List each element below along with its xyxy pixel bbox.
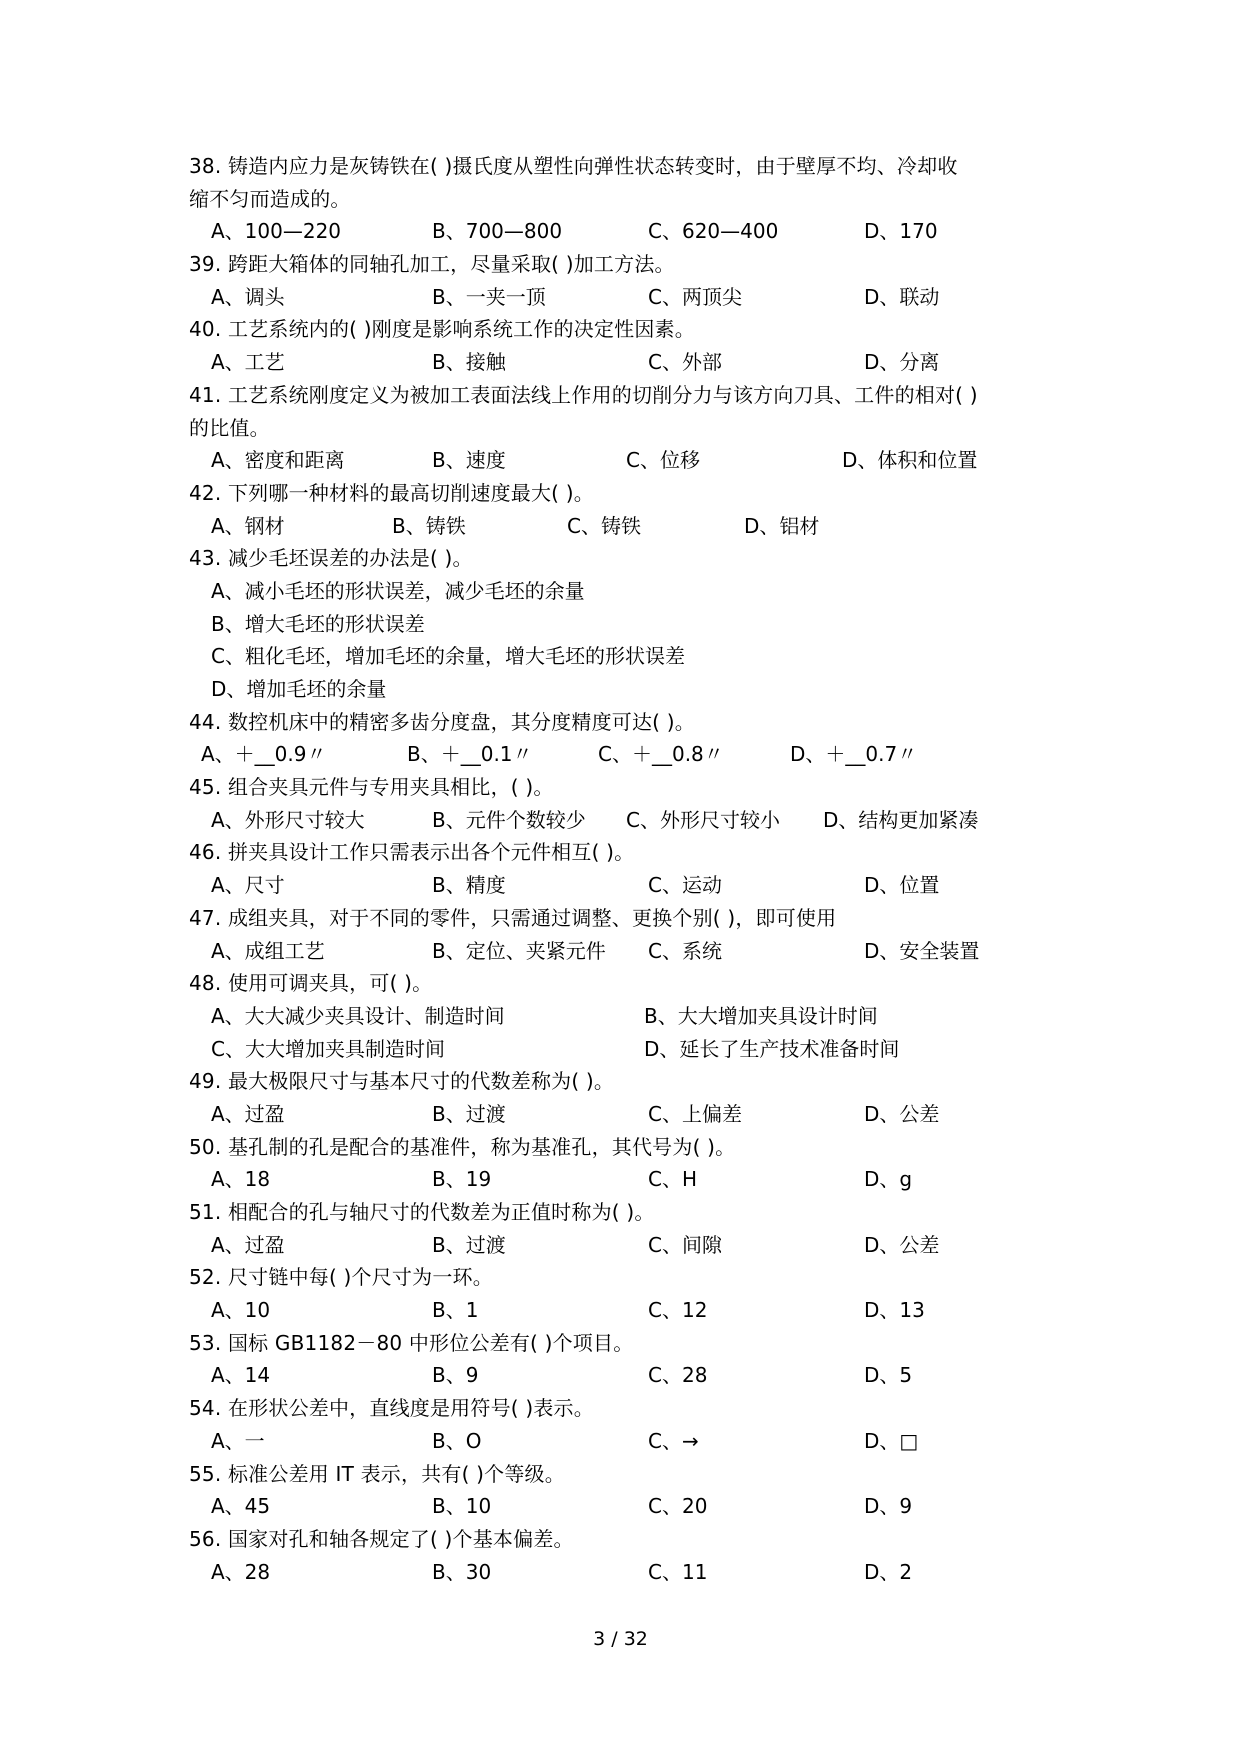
answer-option: A、过盈 [211,1232,285,1257]
page-number: 3 / 32 [593,1628,648,1650]
question-stem: 的比值。 [189,415,270,440]
question-item [189,1523,1089,1588]
question-stem: 41. 工艺系统刚度定义为被加工表面法线上作用的切削分力与该方向刀具、工件的相对( ) [189,382,978,407]
answer-option: B、＋__0.1〃 [407,742,533,767]
question-item [189,1131,1089,1196]
question-item [189,477,1089,542]
question-item [189,967,1089,1065]
answer-option: D、g [864,1167,913,1192]
question-stem: 45. 组合夹具元件与专用夹具相比，( )。 [189,775,554,800]
question-item [189,1065,1089,1130]
answer-option: D、公差 [864,1101,940,1126]
answer-option: C、间隙 [648,1232,722,1257]
answer-option: A、45 [211,1494,271,1519]
answer-option: B、增大毛坯的形状误差 [211,611,425,636]
answer-option: D、安全装置 [864,938,980,963]
answer-option: D、□ [864,1428,919,1453]
answer-option: A、密度和距离 [211,448,345,473]
question-stem: 43. 减少毛坯误差的办法是( )。 [189,546,473,571]
answer-option: A、一 [211,1428,265,1453]
answer-option: B、定位、夹紧元件 [432,938,606,963]
answer-option: C、620—400 [648,219,779,244]
answer-option: D、延长了生产技术准备时间 [644,1036,900,1061]
question-item [189,1261,1089,1326]
question-stem: 48. 使用可调夹具，可( )。 [189,971,433,996]
answer-option: C、11 [648,1559,708,1584]
answer-option: D、5 [864,1363,913,1388]
answer-option: C、H [648,1167,698,1192]
answer-option: A、10 [211,1298,271,1323]
answer-option: B、10 [432,1494,492,1519]
question-item [189,1392,1089,1457]
answer-option: B、大大增加夹具设计时间 [644,1003,878,1028]
answer-option: D、增加毛坯的余量 [211,677,387,701]
answer-option: C、外部 [648,350,722,375]
question-stem: 53. 国标 GB1182－80 中形位公差有( )个项目。 [189,1330,634,1355]
answer-option: D、＋__0.7〃 [790,742,918,767]
answer-option: C、12 [648,1298,708,1323]
answer-option: D、联动 [864,284,940,309]
answer-option: D、170 [864,219,938,244]
answer-option: D、2 [864,1559,913,1584]
answer-option: B、过渡 [432,1232,506,1257]
answer-option: C、粗化毛坯，增加毛坯的余量，增大毛坯的形状误差 [211,644,685,669]
answer-option: A、28 [211,1559,271,1584]
answer-option: B、一夹一顶 [432,284,546,309]
answer-option: C、20 [648,1494,708,1519]
question-item [189,379,1089,477]
question-stem: 49. 最大极限尺寸与基本尺寸的代数差称为( )。 [189,1069,615,1094]
question-item [189,248,1089,313]
question-item [189,836,1089,901]
answer-option: C、位移 [626,448,700,473]
answer-option: D、9 [864,1494,913,1519]
question-item [189,1327,1089,1392]
question-stem: 50. 基孔制的孔是配合的基准件，称为基准孔，其代号为( )。 [189,1134,736,1159]
question-item [189,150,1089,248]
question-item [189,706,1089,771]
answer-option: B、30 [432,1559,492,1584]
answer-option: D、位置 [864,873,940,898]
answer-option: A、大大减少夹具设计、制造时间 [211,1003,505,1028]
question-stem: 51. 相配合的孔与轴尺寸的代数差为正值时称为( )。 [189,1200,655,1224]
answer-option: B、1 [432,1298,479,1323]
answer-option: A、18 [211,1167,271,1192]
question-stem: 54. 在形状公差中，直线度是用符号( )表示。 [189,1396,594,1421]
question-stem: 38. 铸造内应力是灰铸铁在( )摄氏度从塑性向弹性状态转变时，由于壁厚不均、冷却收 [189,154,958,178]
answer-option: D、13 [864,1298,925,1323]
question-stem: 缩不匀而造成的。 [189,186,351,211]
question-stem: 46. 拼夹具设计工作只需表示出各个元件相互( )。 [189,840,635,865]
answer-option: C、运动 [648,873,722,898]
answer-option: A、过盈 [211,1101,285,1126]
answer-option: A、工艺 [211,350,285,375]
answer-option: A、外形尺寸较大 [211,807,365,832]
answer-option: B、19 [432,1167,492,1192]
answer-option: D、铝材 [744,513,820,538]
question-item [189,902,1089,967]
answer-option: B、9 [432,1363,479,1388]
answer-option: A、钢材 [211,513,285,538]
answer-option: D、公差 [864,1232,940,1257]
answer-option: A、调头 [211,284,285,309]
answer-option: B、过渡 [432,1101,506,1126]
question-stem: 52. 尺寸链中每( )个尺寸为一环。 [189,1265,493,1290]
answer-option: B、接触 [432,350,506,375]
answer-option: A、100—220 [211,219,342,244]
answer-option: C、两顶尖 [648,284,742,309]
answer-option: C、→ [648,1428,699,1453]
answer-option: C、＋__0.8〃 [598,742,724,767]
question-item [189,1196,1089,1261]
answer-option: C、大大增加夹具制造时间 [211,1036,445,1061]
question-stem: 40. 工艺系统内的( )刚度是影响系统工作的决定性因素。 [189,317,695,342]
question-item [189,771,1089,836]
question-item [189,542,1089,705]
question-item [189,313,1089,378]
answer-option: C、上偏差 [648,1101,742,1126]
answer-option: C、铸铁 [567,513,641,538]
answer-option: A、14 [211,1363,271,1388]
answer-option: A、减小毛坯的形状误差，减少毛坯的余量 [211,578,585,603]
answer-option: C、外形尺寸较小 [626,807,780,832]
answer-option: B、精度 [432,873,506,898]
question-list [189,150,1089,1588]
answer-option: B、O [432,1428,482,1453]
answer-option: C、系统 [648,938,722,963]
answer-option: D、分离 [864,350,940,375]
answer-option: B、速度 [432,448,506,473]
question-stem: 55. 标准公差用 IT 表示，共有( )个等级。 [189,1461,565,1486]
question-item [189,1458,1089,1523]
answer-option: A、成组工艺 [211,938,325,963]
answer-option: D、结构更加紧凑 [823,807,979,832]
answer-option: D、体积和位置 [842,448,978,473]
question-stem: 39. 跨距大箱体的同轴孔加工，尽量采取( )加工方法。 [189,252,675,277]
answer-option: B、700—800 [432,219,563,244]
answer-option: A、＋__0.9〃 [201,742,327,767]
question-stem: 42. 下列哪一种材料的最高切削速度最大( )。 [189,480,594,505]
question-stem: 56. 国家对孔和轴各规定了( )个基本偏差。 [189,1526,574,1551]
answer-option: B、元件个数较少 [432,807,586,832]
question-stem: 47. 成组夹具，对于不同的零件，只需通过调整、更换个别( )，即可使用 [189,905,837,930]
answer-option: B、铸铁 [392,513,466,538]
question-stem: 44. 数控机床中的精密多齿分度盘，其分度精度可达( )。 [189,709,695,734]
answer-option: A、尺寸 [211,873,285,898]
answer-option: C、28 [648,1363,708,1388]
